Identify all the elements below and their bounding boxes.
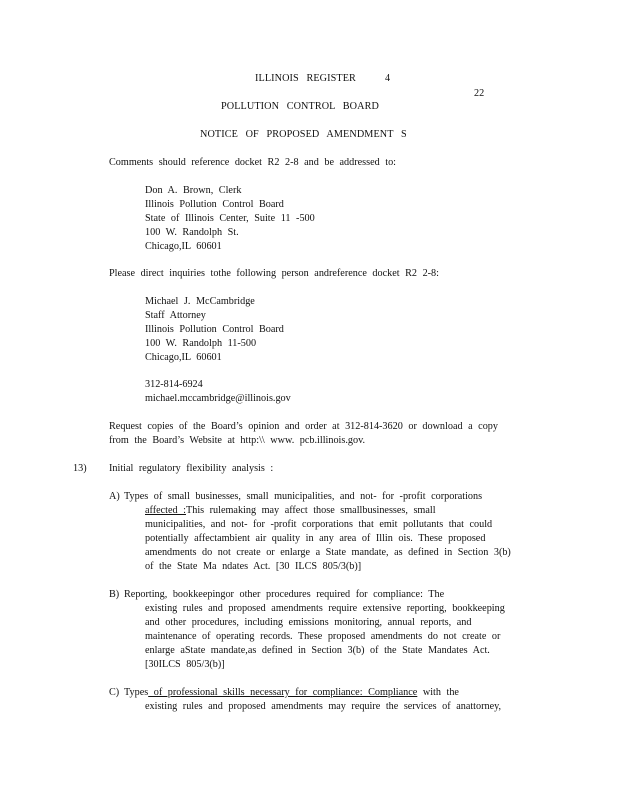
address-line: Michael J. McCambridge <box>145 296 255 307</box>
item-text-rest: This rulemaking may affect those smallbusinesses, small <box>186 505 436 516</box>
item-label: B) <box>109 589 120 600</box>
notice-title: NOTICE OF PROPOSED AMENDMENT S <box>200 129 407 140</box>
item-text: Types of small businesses, small municipalities, and not- for -profit corporations <box>124 491 483 502</box>
issue-number: 22 <box>474 88 485 99</box>
comments-intro: Comments should reference docket R2 2-8 and be addressed to: <box>109 157 396 168</box>
item-text: existing rules and proposed amendments may require the services of anattorney, <box>145 701 502 712</box>
volume-number: 4 <box>385 73 391 84</box>
request-line: from the Board’s Website at http:\\ www. pcb.illinois.gov. <box>109 435 366 446</box>
register-title: ILLINOIS REGISTER <box>255 73 356 84</box>
request-line: Request copies of the Board’s opinion and order at 312-814-3620 or download a copy <box>109 421 498 432</box>
underlined-heading: affected : <box>145 505 186 516</box>
address-line: 100 W. Randolph St. <box>145 227 239 238</box>
item-text-start: Types <box>124 687 149 698</box>
address-line: Chicago,IL 60601 <box>145 352 222 363</box>
address-line: Illinois Pollution Control Board <box>145 199 284 210</box>
address-line: Chicago,IL 60601 <box>145 241 222 252</box>
item-text: [30ILCS 805/3(b)] <box>145 659 225 670</box>
item-text <box>124 686 459 700</box>
address-line: Don A. Brown, Clerk <box>145 185 242 196</box>
item-text: and other procedures, including emissions monitoring, annual reports, and <box>145 617 472 628</box>
item-text-rest: with the <box>417 687 459 698</box>
item-text: municipalities, and not- for -profit corporations that emit pollutants that could <box>145 519 493 530</box>
address-line: State of Illinois Center, Suite 11 -500 <box>145 213 315 224</box>
address-line: Staff Attorney <box>145 310 206 321</box>
inquiries-intro: Please direct inquiries tothe following person andreference docket R2 2-8: <box>109 268 439 279</box>
item-text: existing rules and proposed amendments require extensive reporting, bookkeeping <box>145 603 505 614</box>
item-label: C) <box>109 687 120 698</box>
item-text: maintenance of operating records. These proposed amendments do not create or <box>145 631 501 642</box>
contact-phone: 312-814-6924 <box>145 379 203 390</box>
item-text: potentially affectambient air quality in any area of Illin ois. These proposed <box>145 533 486 544</box>
section-number: 13) <box>73 463 87 474</box>
item-text: amendments do not create or enlarge a State mandate, as defined in Section 3(b) <box>145 547 511 558</box>
item-text: Reporting, bookkeepingor other procedures required for compliance: The <box>124 589 445 600</box>
contact-email[interactable]: michael.mccambridge@illinois.gov <box>145 393 291 404</box>
item-text: enlarge aState mandate,as defined in Section 3(b) of the State Mandates Act. <box>145 645 490 656</box>
agency-title: POLLUTION CONTROL BOARD <box>221 101 379 112</box>
address-line: 100 W. Randolph 11-500 <box>145 338 257 349</box>
section-title: Initial regulatory flexibility analysis : <box>109 463 274 474</box>
item-label: A) <box>109 491 120 502</box>
item-text: of the State Ma ndates Act. [30 ILCS 805/3(b)] <box>145 561 362 572</box>
underlined-heading: of professional skills necessary for compliance: Compliance <box>148 687 418 698</box>
item-text <box>145 504 436 518</box>
address-line: Illinois Pollution Control Board <box>145 324 284 335</box>
